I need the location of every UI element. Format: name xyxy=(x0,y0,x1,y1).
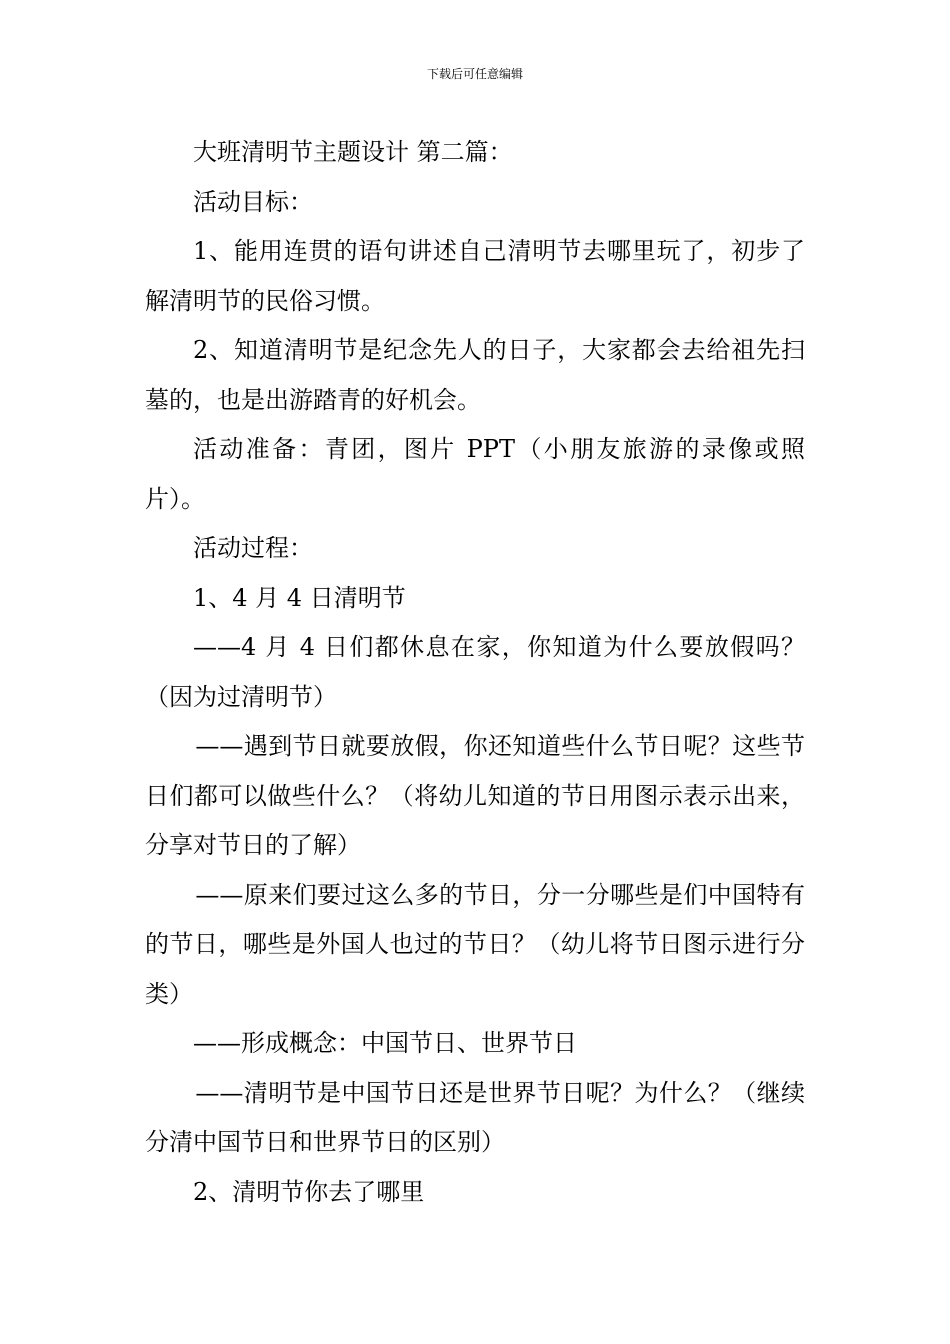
paragraph-dialogue-3: ——原来们要过这么多的节日，分一分哪些是们中国特有的节日，哪些是外国人也过的节日？（幼儿将节日图示进行分类） xyxy=(145,880,805,1008)
paragraph-goal-2: 2、知道清明节是纪念先人的日子，大家都会去给祖先扫墓的，也是出游踏青的好机会。 xyxy=(145,336,805,414)
paragraph-step-1: 1、4 月 4 日清明节 xyxy=(193,583,406,612)
paragraph-dialogue-5: ——清明节是中国节日还是世界节日呢？为什么？（继续分清中国节日和世界节日的区别） xyxy=(145,1078,805,1156)
paragraph-dialogue-2: ——遇到节日就要放假，你还知道些什么节日呢？这些节日们都可以做些什么？（将幼儿知道的节日用图示表示出来，分享对节日的了解） xyxy=(145,732,805,859)
paragraph-goal-1: 1、能用连贯的语句讲述自己清明节去哪里玩了，初步了解清明节的民俗习惯。 xyxy=(145,237,805,315)
paragraph-dialogue-1: ——4 月 4 日们都休息在家，你知道为什么要放假吗？（因为过清明节） xyxy=(145,633,805,711)
page-header-note: 下载后可任意编辑 xyxy=(426,67,523,81)
paragraph-goals-heading: 活动目标： xyxy=(193,187,313,216)
document-body xyxy=(145,128,805,1217)
paragraph-preparation: 活动准备：青团，图片 PPT（小朋友旅游的录像或照片）。 xyxy=(145,435,805,513)
paragraph-title: 大班清明节主题设计 第二篇： xyxy=(193,138,513,166)
paragraph-step-2: 2、清明节你去了哪里 xyxy=(193,1177,425,1206)
paragraph-dialogue-4: ——形成概念：中国节日、世界节日 xyxy=(193,1029,577,1057)
paragraph-process-heading: 活动过程： xyxy=(193,534,313,562)
